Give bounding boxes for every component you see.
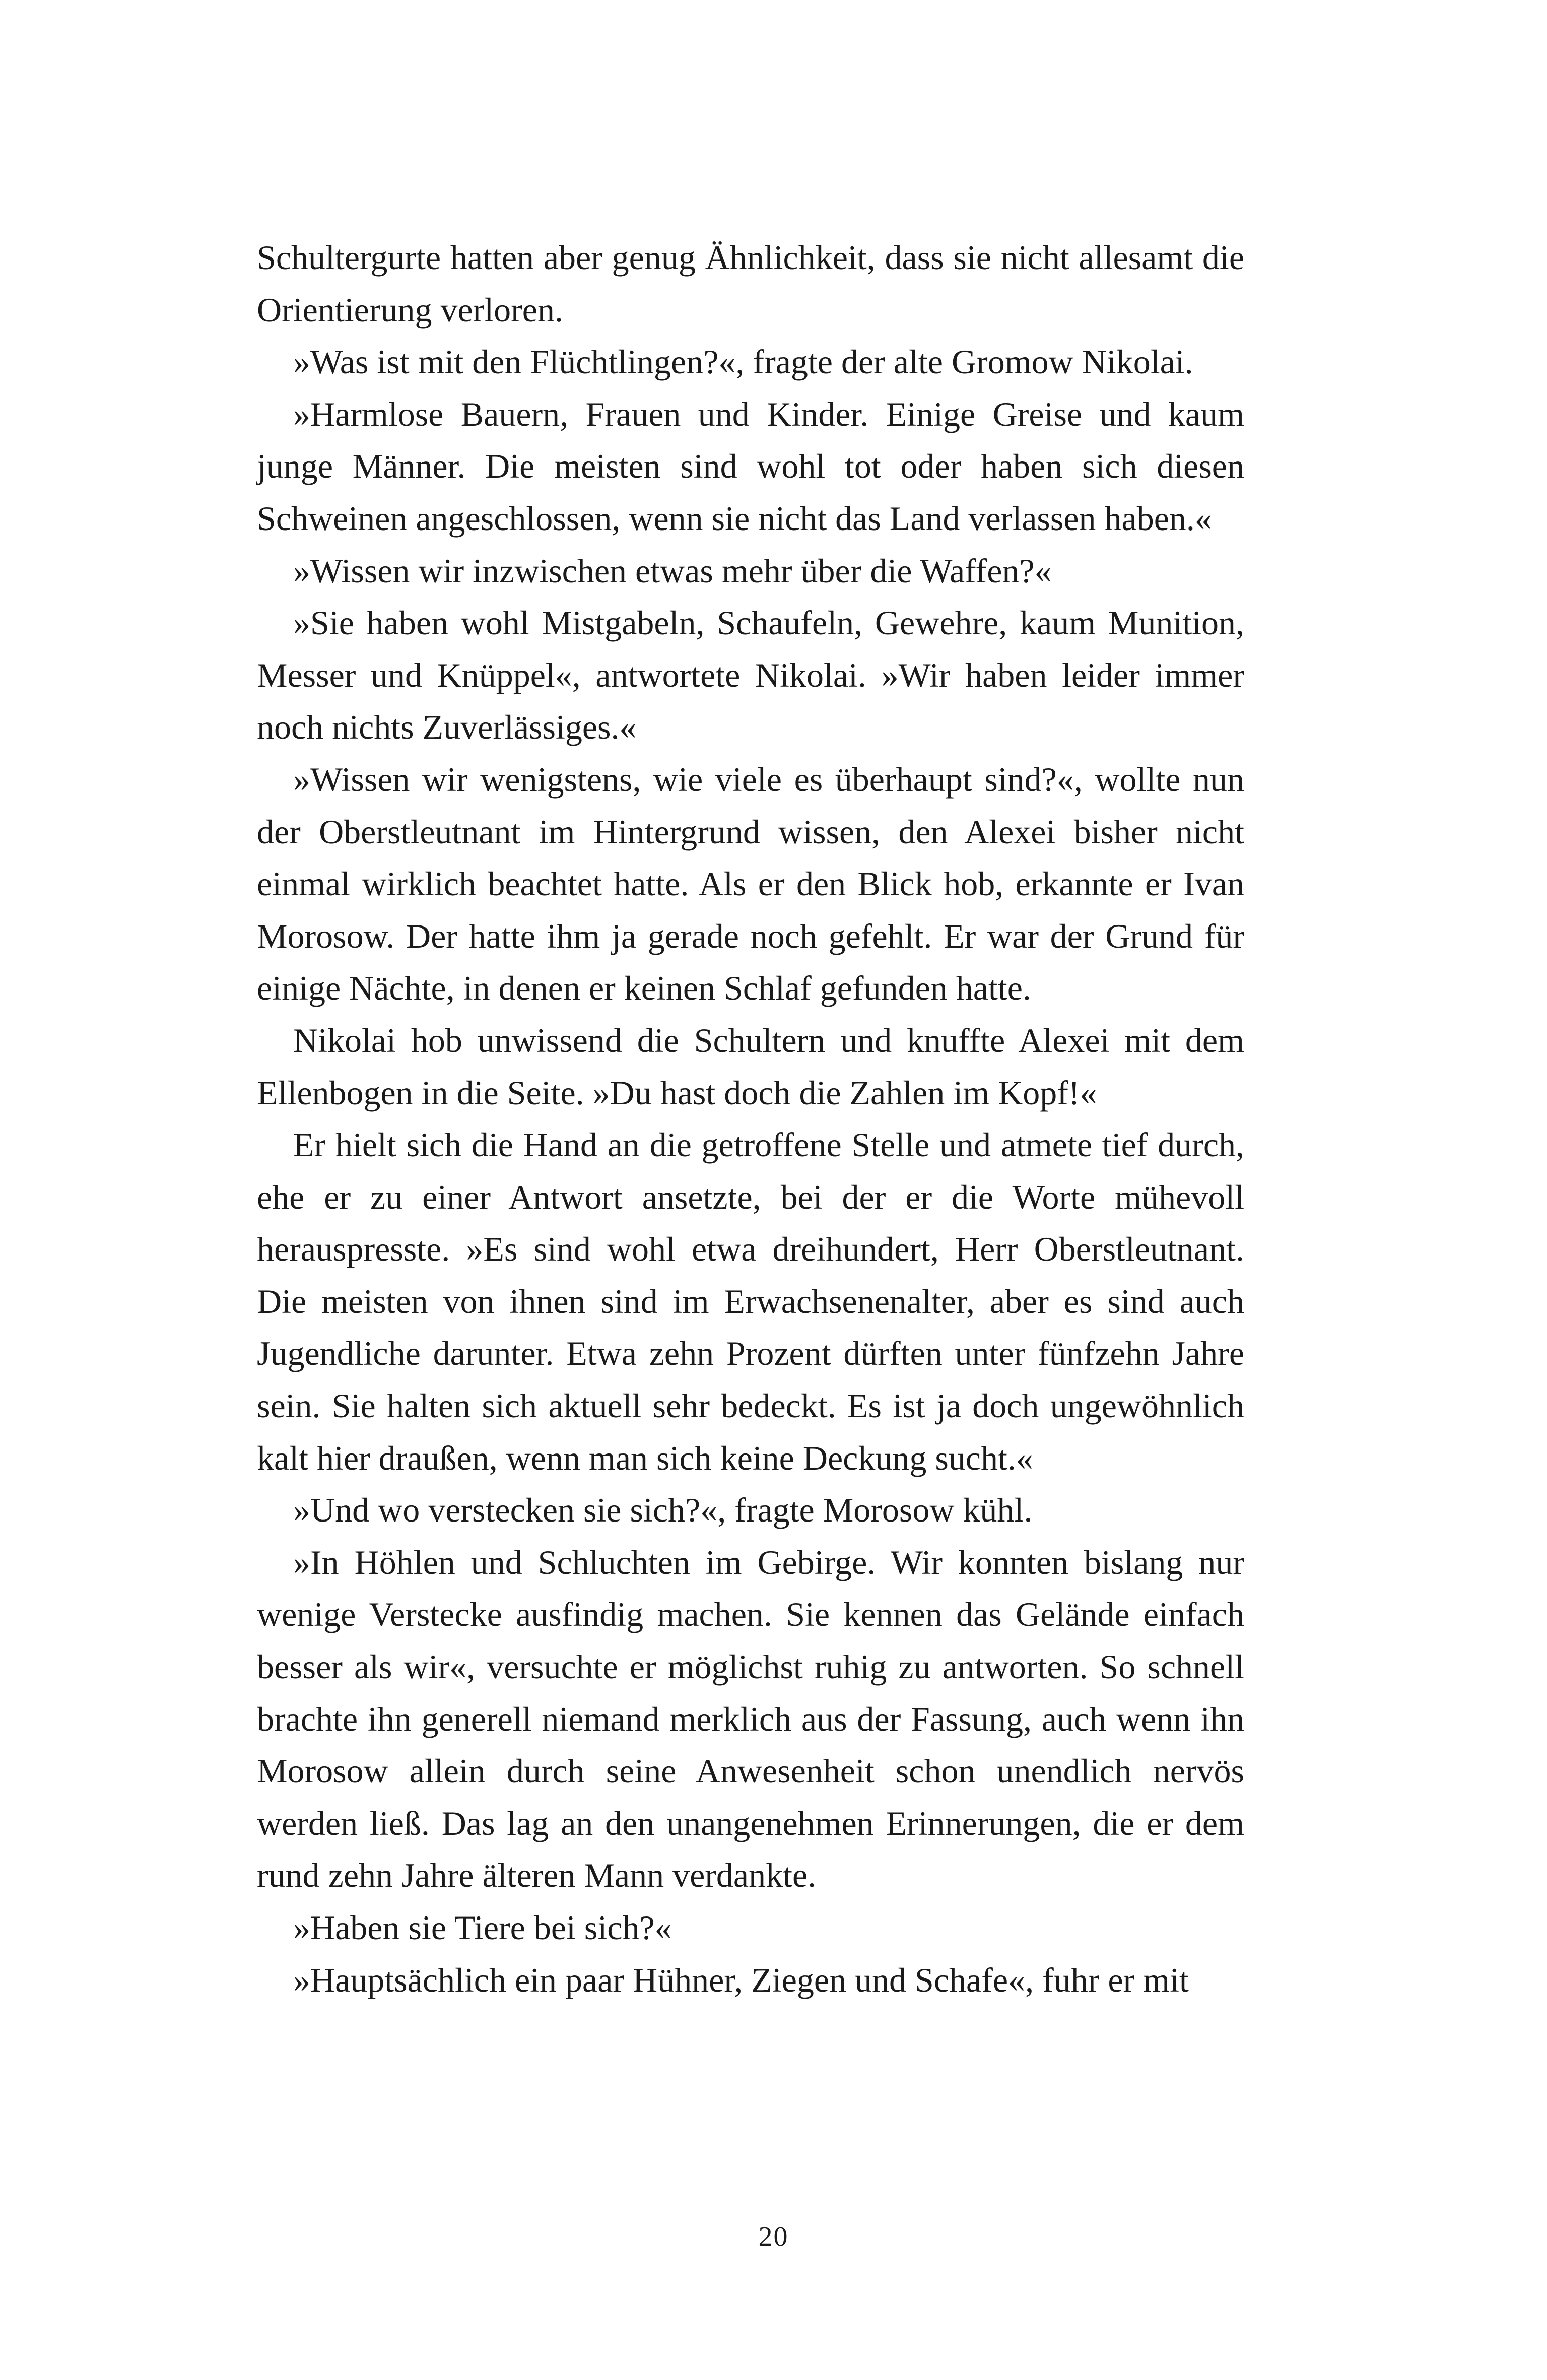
paragraph: »Was ist mit den Flüchtlingen?«, fragte der alte Gromow Nikolai. <box>293 343 1193 381</box>
paragraph: Nikolai hob unwissend die Schultern und knuffte Alexei mit dem Ellenbogen in die Seite. »Du hast doch die Zahlen im Kopf!« <box>257 1021 1244 1112</box>
paragraph: »Hauptsächlich ein paar Hühner, Ziegen und Schafe«, fuhr er mit <box>293 1960 1189 1999</box>
paragraph: »In Höhlen und Schluchten im Gebirge. Wir konnten bislang nur wenige Verstecke ausfindig machen. Sie kennen das Gelände einfach besser als wir«, versuchte er möglichst ruhig zu antworten. So schnell brachte ihn generell niemand merklich aus der Fassung, auch wenn ihn Morosow allein durch seine Anwesenheit schon unendlich nervös werden ließ. Das lag an den unangenehmen Erinnerungen, die er dem rund zehn Jahre älteren Mann verdankte. <box>257 1543 1244 1895</box>
paragraph: »Sie haben wohl Mistgabeln, Schaufeln, Gewehre, kaum Munition, Messer und Knüppel«, antwortete Nikolai. »Wir haben leider immer noch nichts Zuverlässiges.« <box>257 604 1244 747</box>
paragraph: »Harmlose Bauern, Frauen und Kinder. Einige Greise und kaum junge Männer. Die meisten sind wohl tot oder haben sich diesen Schweinen angeschlossen, wenn sie nicht das Land verlassen haben.« <box>257 394 1244 538</box>
paragraph: Er hielt sich die Hand an die getroffene Stelle und atmete tief durch, ehe er zu einer Antwort ansetzte, bei der er die Worte mühevoll herauspresste. »Es sind wohl etwa dreihundert, Herr Oberstleutnant. Die meisten von ihnen sind im Erwachsenenalter, aber es sind auch Jugendliche darunter. Etwa zehn Prozent dürften unter fünfzehn Jahre sein. Sie halten sich aktuell sehr bedeckt. Es ist ja doch ungewöhnlich kalt hier draußen, wenn man sich keine Deckung sucht.« <box>257 1126 1244 1477</box>
body-text <box>257 232 1244 2006</box>
paragraph: »Haben sie Tiere bei sich?« <box>293 1908 672 1947</box>
paragraph: »Wissen wir wenigstens, wie viele es überhaupt sind?«, wollte nun der Oberstleutnant im Hintergrund wissen, den Alexei bisher nicht einmal wirklich beachtet hatte. Als er den Blick hob, erkannte er Ivan Morosow. Der hatte ihm ja gerade noch gefehlt. Er war der Grund für einige Nächte, in denen er keinen Schlaf gefunden hatte. <box>257 760 1244 1008</box>
paragraph: »Wissen wir inzwischen etwas mehr über die Waffen?« <box>293 551 1052 590</box>
paragraph: »Und wo verstecken sie sich?«, fragte Morosow kühl. <box>293 1491 1033 1530</box>
page-number: 20 <box>758 2221 789 2253</box>
paragraph: Schultergurte hatten aber genug Ähnlichkeit, dass sie nicht allesamt die Orientierung verloren. <box>257 238 1244 329</box>
